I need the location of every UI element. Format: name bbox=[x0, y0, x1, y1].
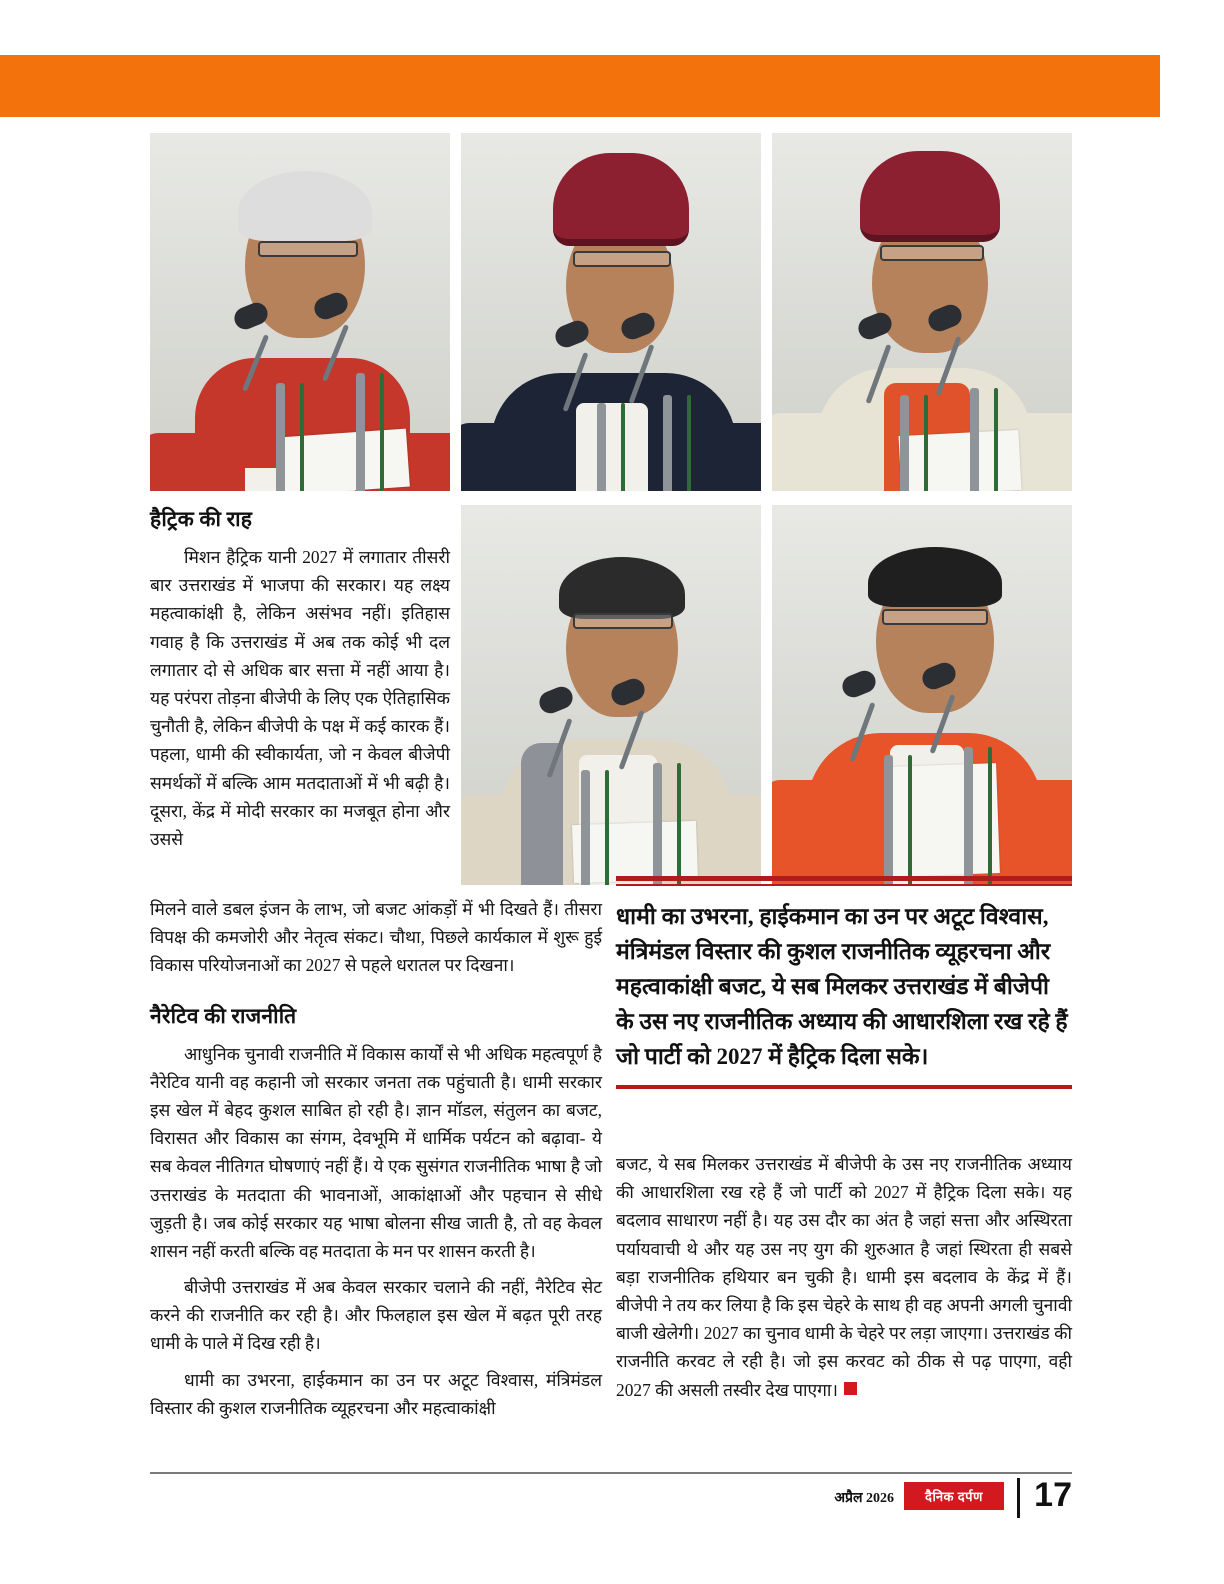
end-mark bbox=[844, 1382, 857, 1395]
paragraph-hattrick-1: मिशन हैट्रिक यानी 2027 में लगातार तीसरी बार उत्तराखंड में भाजपा की सरकार। यह लक्ष्य महत्वाकांक्षी है, लेकिन असंभव नहीं। इतिहास गवाह है कि उत्तराखंड में अब तक कोई भी दल लगातार दो से अधिक बार सत्ता में नहीं आया है। यह परंपरा तोड़ना बीजेपी के लिए एक ऐतिहासिक चुनौती है, लेकिन बीजेपी के पक्ष में कई कारक हैं। पहला, धामी की स्वीकार्यता, जो न केवल बीजेपी समर्थकों में बल्कि आम मतदाताओं में भी बढ़ी है। दूसरा, केंद्र में मोदी सरकार का मजबूत होना और उससे bbox=[150, 547, 450, 849]
pull-quote-rule-top bbox=[616, 876, 1072, 881]
oath-photo-5 bbox=[772, 505, 1072, 885]
left-column-top bbox=[150, 505, 450, 856]
paragraph-closing bbox=[616, 1150, 1072, 1404]
oath-photo-4 bbox=[461, 505, 761, 885]
page-number: 17 bbox=[1034, 1476, 1072, 1514]
pull-quote-text: धामी का उभरना, हाईकमान का उन पर अटूट विश्वास, मंत्रिमंडल विस्तार की कुशल राजनीतिक व्यूहरचना और महत्वाकांक्षी बजट, ये सब मिलकर उत्तराखंड में बीजेपी के उस नए राजनीतिक अध्याय की आधारशिला रख रहे हैं जो पार्टी को 2027 में हैट्रिक दिला सके। bbox=[616, 904, 1068, 1069]
paragraph-narrative-3: धामी का उभरना, हाईकमान का उन पर अटूट विश्वास, मंत्रिमंडल विस्तार की कुशल राजनीतिक व्यूहरचना और महत्वाकांक्षी bbox=[150, 1369, 602, 1418]
paragraph-hattrick-1-cont: मिलने वाले डबल इंजन के लाभ, जो बजट आंकड़ों में भी दिखते हैं। तीसरा विपक्ष की कमजोरी और नेतृत्व संकट। चौथा, पिछले कार्यकाल में शुरू हुई विकास परियोजनाओं का 2027 से पहले धरातल पर दिखना। bbox=[150, 899, 602, 976]
section-heading-narrative: नैरेटिव की राजनीति bbox=[150, 1003, 297, 1028]
pull-quote-block bbox=[616, 876, 1072, 1089]
oath-photo-3 bbox=[772, 133, 1072, 491]
closing-text: बजट, ये सब मिलकर उत्तराखंड में बीजेपी के उस नए राजनीतिक अध्याय की आधारशिला रख रहे हैं जो पार्टी को 2027 में हैट्रिक दिला सके। यह बदलाव साधारण नहीं है। यह उस दौर का अंत है जहां सत्ता और अस्थिरता पर्यायवाची थे और यह उस नए युग की शुरुआत है जहां स्थिरता ही सबसे बड़ा राजनीतिक हथियार बन चुकी है। धामी इस बदलाव के केंद्र में हैं। बीजेपी ने तय कर लिया है कि इस चेहरे के साथ ही वह अपनी अगली चुनावी बाजी खेलेगी। 2027 का चुनाव धामी के चेहरे पर लड़ा जाएगा। उत्तराखंड की राजनीति करवट ले रही है। जो इस करवट को ठीक से पढ़ पाएगा, वही 2027 की असली तस्वीर देख पाएगा। bbox=[616, 1154, 1072, 1400]
footer-issue-date: अप्रैल 2026 bbox=[834, 1491, 894, 1506]
right-column-closing bbox=[616, 1150, 1072, 1404]
oath-photo-1 bbox=[150, 133, 450, 491]
footer-divider bbox=[1017, 1478, 1020, 1518]
oath-photo-2 bbox=[461, 133, 761, 491]
paragraph-narrative-1: आधुनिक चुनावी राजनीति में विकास कार्यों से भी अधिक महत्वपूर्ण है नैरेटिव यानी वह कहानी जो सरकार जनता तक पहुंचाती है। धामी सरकार इस खेल में बेहद कुशल साबित हो रही है। ज्ञान मॉडल, संतुलन का बजट, विरासत और विकास का संगम, देवभूमि में धार्मिक पर्यटन को बढ़ावा- ये सब केवल नीतिगत घोषणाएं नहीं हैं। ये एक सुसंगत राजनीतिक भाषा है जो उत्तराखंड के मतदाता की भावनाओं, आकांक्षाओं और पहचान से सीधे जुड़ती है। जब कोई सरकार यह भाषा बोलना सीख जाती है, तो वह केवल शासन नहीं करती बल्कि वह मतदाता के मन पर शासन करती है। bbox=[150, 1043, 602, 1261]
top-orange-band bbox=[0, 55, 1160, 117]
footer-rule bbox=[150, 1472, 1072, 1474]
magazine-logo: दैनिक दर्पण bbox=[904, 1482, 1004, 1510]
left-column-wide bbox=[150, 895, 602, 1425]
page-footer bbox=[150, 1478, 1072, 1530]
pull-quote-rule-bottom bbox=[616, 1085, 1072, 1089]
paragraph-narrative-2: बीजेपी उत्तराखंड में अब केवल सरकार चलाने की नहीं, नैरेटिव सेट करने की राजनीति कर रही है। और फिलहाल इस खेल में बढ़त पूरी तरह धामी के पाले में दिख रही है। bbox=[150, 1277, 602, 1354]
section-heading-hattrick: हैट्रिक की राह bbox=[150, 507, 253, 531]
